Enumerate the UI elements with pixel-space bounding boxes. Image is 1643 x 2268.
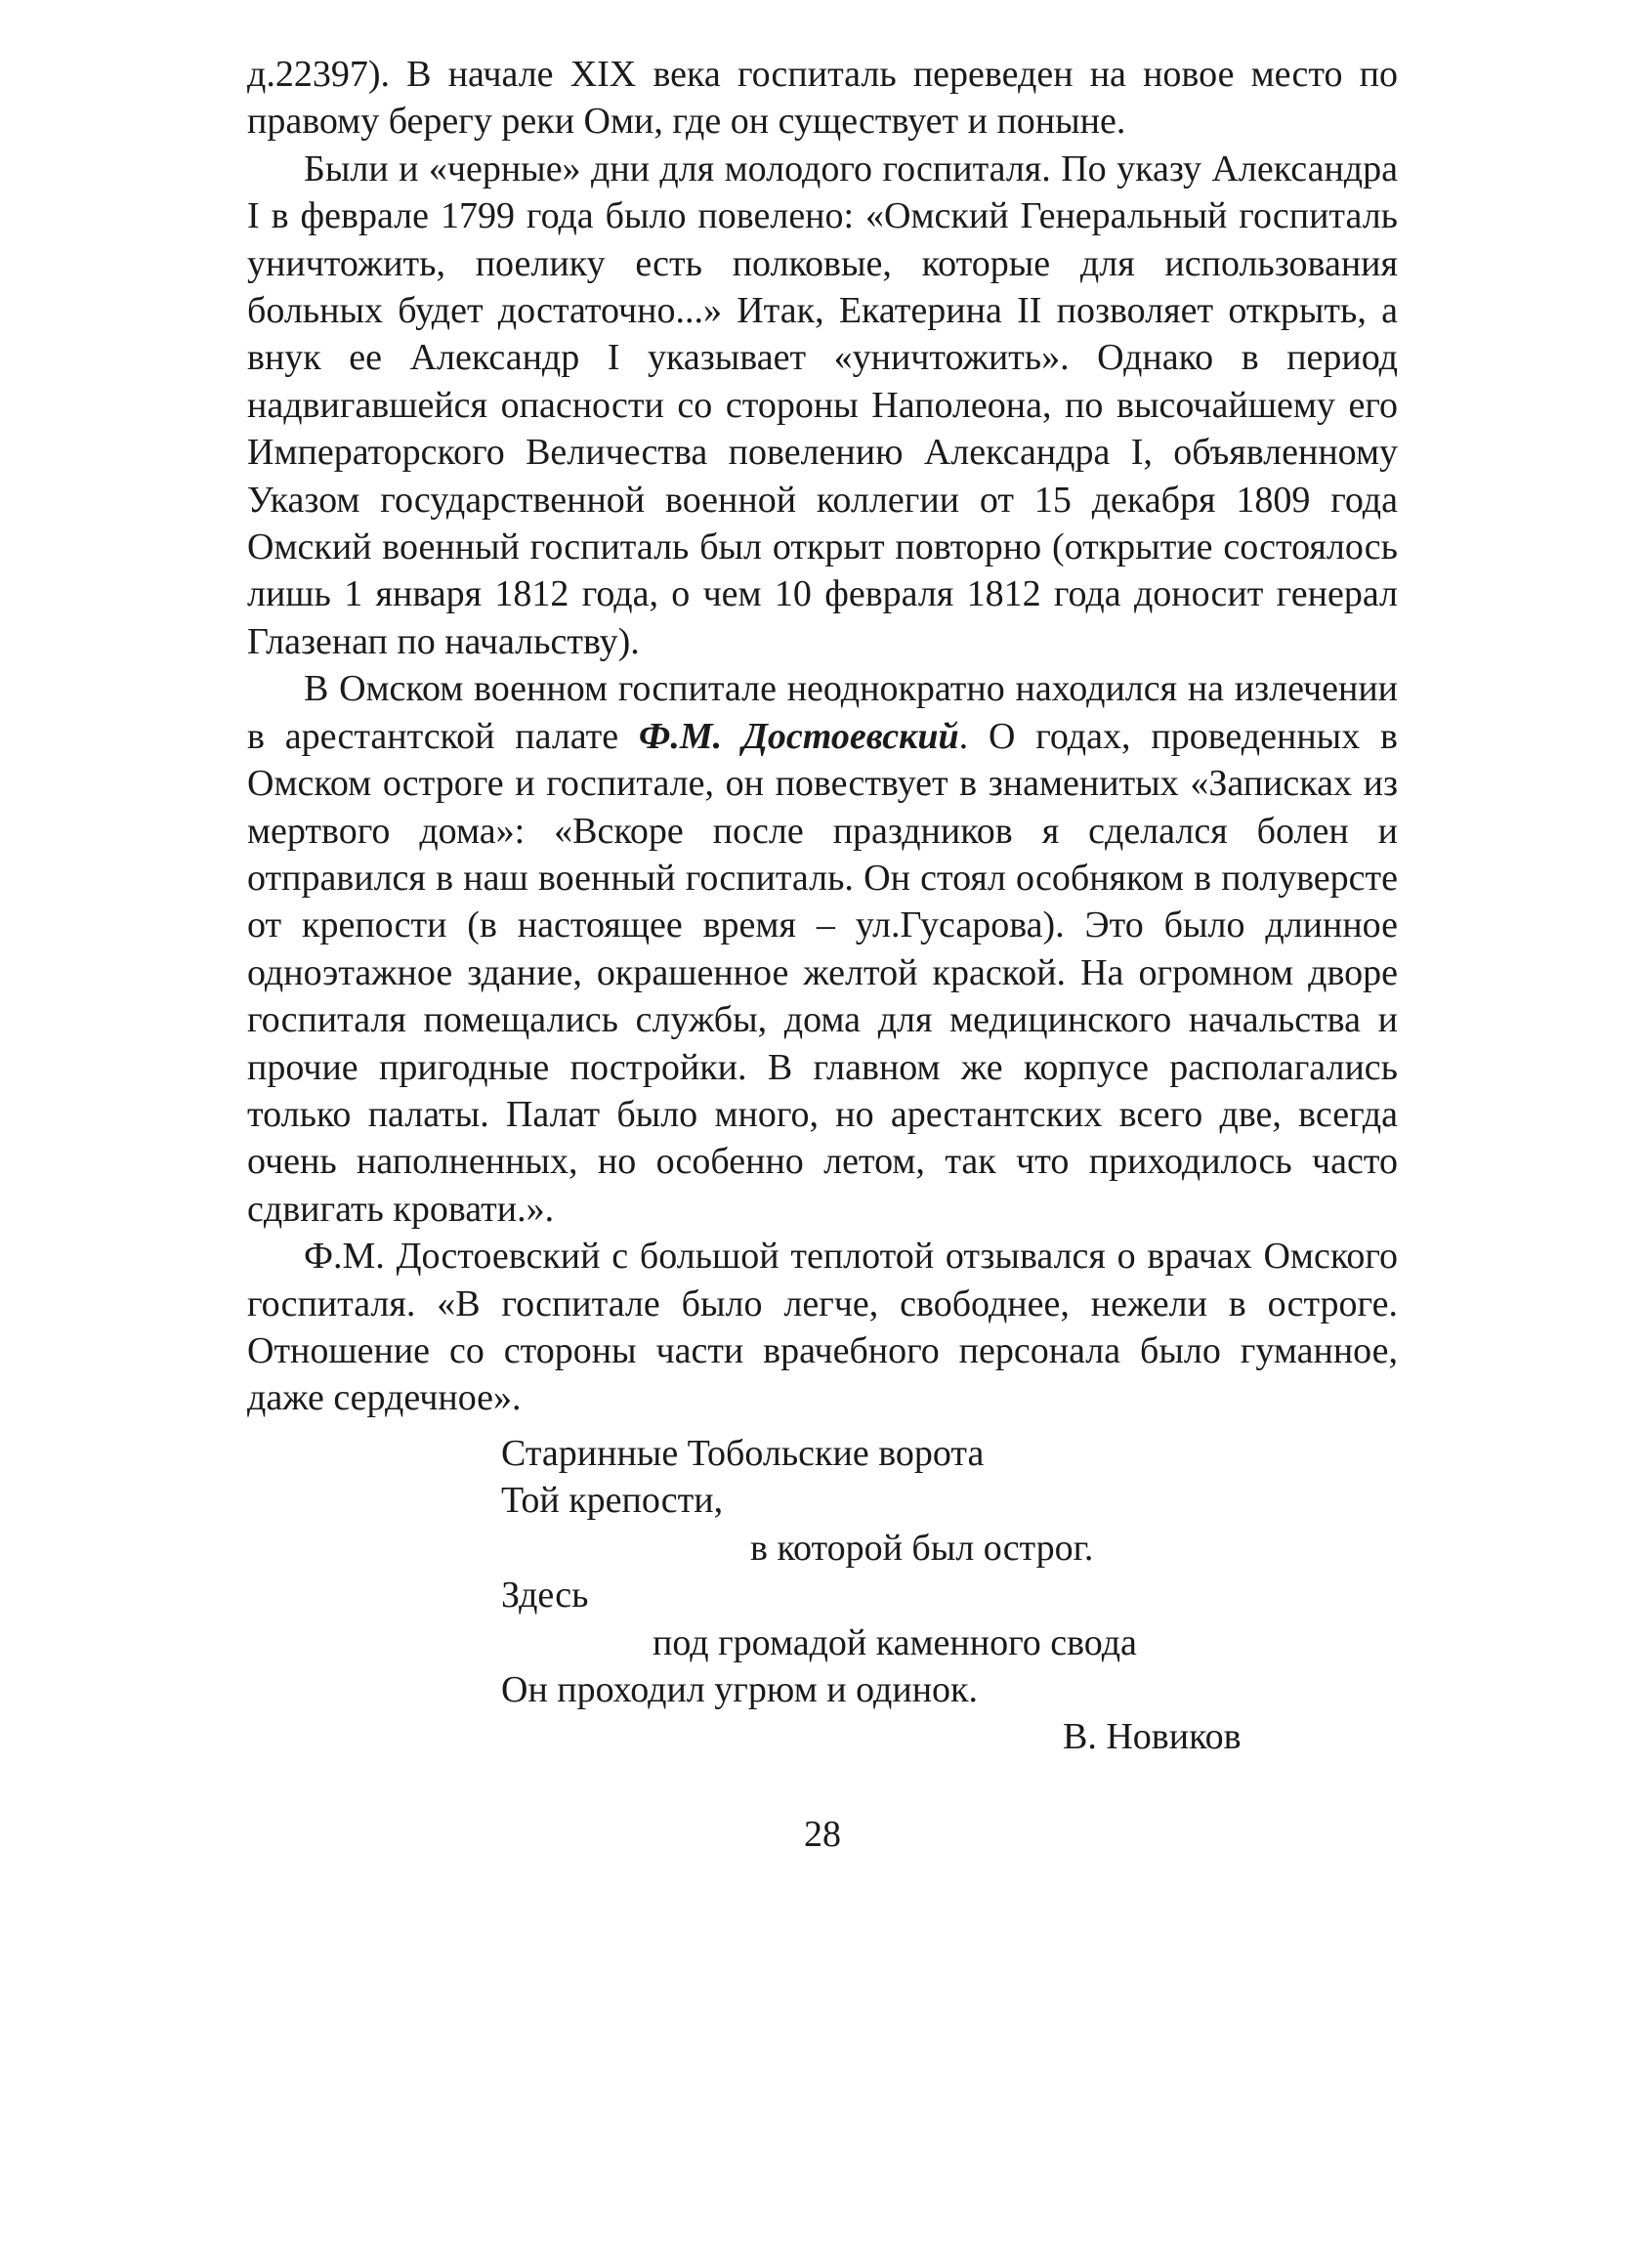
paragraph-1: д.22397). В начале XIX века госпиталь переведен на новое место по правому берегу реки Оми, где он существует и поныне. (247, 54, 1398, 143)
paragraph-3-rest: . О годах, проведенных в Омском остроге и госпитале, он повествует в знаменитых «Записках из мертвого дома»: «Вскоре после праздников я сделался болен и отправился в наш военный госпиталь. Он стоял особняком в полуверсте от крепости (в настоящее время – ул.Гусарова). Это было длинное одноэтажное здание, окрашенное желтой краской. На огромном дворе госпиталя помещались службы, дома для медицинского начальства и прочие пригодные постройки. В главном же корпусе располагались только палаты. Палат было много, но арестантских всего две, всегда очень наполненных, но особенно летом, так что приходилось часто сдвигать кровати.». (247, 715, 1398, 1230)
body-text (247, 51, 1398, 1422)
author-name-emphasis: Ф.М. Достоевский (639, 715, 959, 757)
document-page (247, 51, 1398, 1855)
poem-line-1: Старинные Тобольские ворота (501, 1433, 985, 1474)
paragraph-3 (247, 665, 1398, 1233)
paragraph-4: Ф.М. Достоевский с большой теплотой отзывался о врачах Омского госпиталя. «В госпитале было легче, свободнее, нежели в остроге. Отношение со стороны части врачебного персонала было гуманное, даже сердечное». (247, 1236, 1398, 1419)
poem-line-6: Он проходил угрюм и одинок. (501, 1669, 978, 1711)
poem-line-4: Здесь (501, 1575, 589, 1617)
poem-author: В. Новиков (1063, 1716, 1242, 1758)
poem-line-5: под громадой каменного свода (653, 1621, 1137, 1663)
poem-line-2: Той крепости, (501, 1480, 724, 1522)
paragraph-3-start: В Омском военном госпитале неоднократно находился на излечении в арестантской палате (247, 668, 1398, 757)
page-number: 28 (804, 1814, 841, 1855)
paragraph-2: Были и «черные» дни для молодого госпиталя. По указу Александра I в феврале 1799 года было повелено: «Омский Генеральный госпиталь уничтожить, поелику есть полковые, которые для использования больных будет достаточно...» Итак, Екатерина II позволяет открыть, а внук ее Александр I указывает «уничтожить». Однако в период надвигавшейся опасности со стороны Наполеона, по высочайшему его Императорского Величества повелению Александра I, объявленному Указом государственной военной коллегии от 15 декабря 1809 года Омский военный госпиталь был открыт повторно (открытие состоялось лишь 1 января 1812 года, о чем 10 февраля 1812 года доносит генерал Глазенап по начальству). (247, 147, 1398, 662)
poem-line-3: в которой был острог. (750, 1527, 1094, 1569)
poem (501, 1430, 1400, 1761)
